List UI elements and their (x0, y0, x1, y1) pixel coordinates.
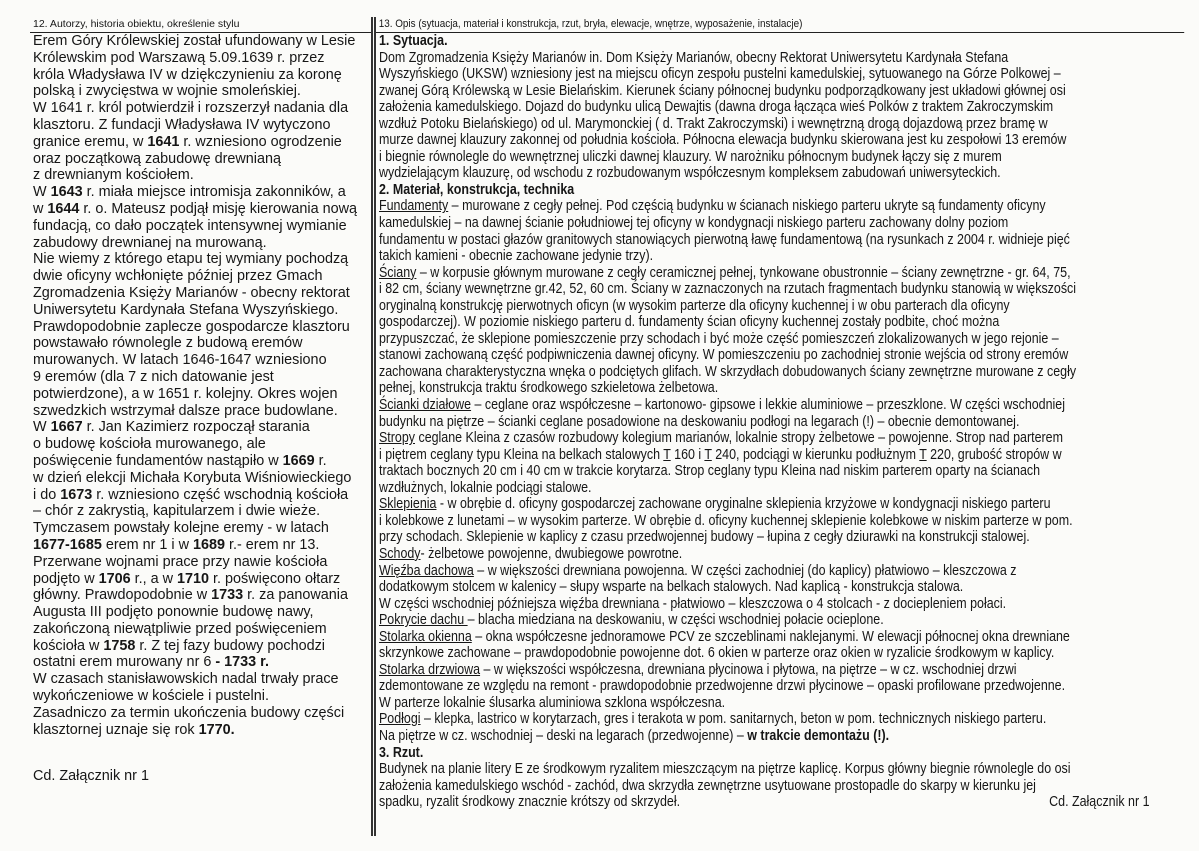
text-segment: r. (314, 452, 327, 469)
text-segment: fundamentu w postaci głazów granitowych stanowiących pierwotną ławę fundamentową (na rysunkach z 2004 r. widnieje pięć (379, 230, 1070, 248)
text-line (379, 629, 1182, 646)
text-line (379, 430, 1182, 447)
text-line (33, 487, 371, 504)
text-line (379, 116, 1182, 133)
text-segment: traktach bocznych 20 cm i 40 cm w trakcie korytarza. Strop ceglany typu Kleina nad niskim parterem oparty na ścianach (379, 462, 1041, 480)
text-segment: Zgromadzenia Księży Marianów - obecny rektorat (33, 284, 350, 301)
text-segment: powstawało równolegle z budową eremów (33, 335, 303, 352)
text-segment: r. o. Mateusz podjął misję kierowania nową (79, 200, 357, 217)
text-line (379, 397, 1182, 414)
text-line (33, 705, 371, 722)
subheading-label: Stolarka drzwiowa (379, 660, 481, 678)
text-segment: – murowane z cegły pełnej. Pod częścią budynku w ścianach niskiego parteru ukryte są fundamenty oficyny (448, 197, 1046, 215)
text-segment: wzdłużnych, lokalnie podciągi stalowe. (379, 478, 592, 496)
text-line (379, 662, 1182, 679)
text-line (33, 33, 371, 50)
text-segment: – w większości współczesna, drewniana płycinowa i płytowa, na piętrze – w cz. wschodniej drzwi (480, 660, 1017, 678)
text-segment: główny. Prawdopodobnie w (33, 587, 212, 604)
text-segment: Erem Góry Królewskiej został ufundowany w Lesie (33, 33, 356, 49)
text-segment: dodatkowym stolcem w kalenicy – słupy wsparte na belkach stalowych. Nad kaplicą - konstrukcja stalowa. (379, 578, 964, 596)
bold-text: 1710 (177, 570, 210, 587)
continuation-note: Cd. Załącznik nr 1 (33, 768, 149, 785)
text-segment: W części wschodniej późniejsza więźba drewniana - płatwiowo – kleszczowa o 4 stolcach - z dociepleniem połaci. (379, 594, 1007, 612)
text-segment: – okna współczesne jednoramowe PCV ze szczeblinami naklejanymi. W elewacji północnej okna drewniane (471, 627, 1070, 645)
text-line (33, 571, 371, 588)
text-segment: kamedulskiej – na dawnej ścianie południowej tej oficyny w kondygnacji niskiego parteru zachowany dolny poziom (379, 214, 1009, 232)
text-segment: Uniwersytetu Kardynała Stefana Wyszyńskiego. (33, 301, 339, 318)
text-line (379, 165, 1182, 182)
text-line (379, 546, 1182, 563)
text-segment: wzdłuż Potoku Bielańskiego) od ul. Marymonckiej ( d. Trakt Zakroczymski) i wewnętrzną drogą dojazdową przez bramę w (379, 114, 1048, 132)
text-segment: – chór z zakrystią, kapitularzem i dwie wieże. (33, 503, 321, 520)
text-segment: 240, podciągi w kierunku podłużnym (711, 445, 920, 463)
text-line (33, 520, 371, 537)
text-line (33, 604, 371, 621)
subheading-label: Fundamenty (379, 197, 449, 215)
text-segment: murze dawnej klauzury zakonnej od południa kościoła. Północna elewacja budynku skierowana jest ku zespołowi 13 eremów (379, 131, 1067, 149)
text-line (33, 386, 371, 403)
text-line (33, 621, 371, 638)
subheading-label: Więźba dachowa (379, 561, 474, 579)
last-line (379, 794, 1182, 811)
text-segment: Prawdopodobnie zaplecze gospodarcze klasztoru (33, 318, 350, 335)
text-segment: budynku na piętrze – ścianki ceglane posadowione na deskowaniu podłogi na legarach (!) – obecnie demontowanej. (379, 412, 1020, 430)
text-line (379, 149, 1182, 166)
bold-text: 1706 (98, 570, 131, 587)
text-segment: o budowę kościoła murowanego, ale (33, 436, 266, 453)
text-line (379, 678, 1182, 695)
description-text (376, 33, 1182, 794)
bold-text: 2. Materiał, konstrukcja, technika (379, 180, 575, 198)
text-segment: dwie oficyny wchłonięte później przez Gmach (33, 268, 323, 285)
text-segment: wykończeniowe w kościele i pustelni. (33, 688, 269, 705)
text-line (33, 654, 371, 671)
text-line (379, 728, 1182, 745)
text-line (33, 419, 371, 436)
text-line (33, 554, 371, 571)
text-line (379, 513, 1182, 530)
text-segment: r. za panowania (243, 587, 348, 604)
text-line (379, 380, 1182, 397)
text-segment: poświęcenie fundamentów nastąpiło w (33, 452, 283, 469)
text-line (33, 671, 371, 688)
text-line (33, 251, 371, 268)
text-line (379, 596, 1182, 613)
text-segment: r. wzniesiono część wschodnią kościoła (92, 486, 349, 503)
text-segment: r. wzniesiono ogrodzenie (179, 133, 342, 150)
text-line (379, 645, 1182, 662)
text-segment: W 1641 r. król potwierdził i rozszerzył nadania dla (33, 100, 349, 117)
section-12-header: 12. Autorzy, historia obiektu, określenie stylu (30, 17, 371, 33)
text-segment: zdemontowane ze względu na remont - prawdopodobnie przedwojenne drzwi płycinowe – opaski profilowane przedwojenne. (379, 677, 1066, 695)
subheading-label: Stropy (379, 429, 416, 447)
text-segment: Przerwane wojnami prace przy nawie kościoła (33, 553, 328, 570)
text-line (33, 403, 371, 420)
text-line (379, 331, 1182, 348)
text-line (33, 453, 371, 470)
text-line (379, 496, 1182, 513)
text-segment: – w korpusie głównym murowane z cegły ceramicznej pełnej, tynkowane obustronnie – ściany zewnętrzne - gr. 64, 75, (416, 263, 1071, 281)
text-line (33, 436, 371, 453)
text-segment: Dom Zgromadzenia Księży Marianów in. Dom Księży Marianów, obecny Rektorat Uniwersytetu Kardynała Stefana (379, 48, 1009, 66)
text-line (379, 33, 1182, 50)
text-segment: r. poświęcono ołtarz (209, 570, 341, 587)
text-segment: zwanej Górą Królewską w Lesie Bielańskim. Kierunek ściany północnej budynku podporządkowany jest układowi głównej osi (379, 81, 1066, 99)
text-line (33, 167, 371, 184)
text-line (379, 364, 1182, 381)
text-line (379, 182, 1182, 199)
text-line (33, 235, 371, 252)
bold-text: w trakcie demontażu (!). (747, 726, 890, 744)
bold-text: 1669 (282, 452, 315, 469)
text-line (379, 298, 1182, 315)
text-segment: przypuszczać, że sklepione pomieszczenie przy schodach i być może część pomieszczeń zlokalizowanych w jego rejonie – (379, 329, 1059, 347)
text-segment: zabudowy drewnianej na murowaną. (33, 234, 267, 251)
bold-text: 1. Sytuacja. (379, 32, 448, 49)
text-line (379, 232, 1182, 249)
subheading-label: Stolarka okienna (379, 627, 472, 645)
text-segment: i 82 cm, ściany wewnętrzne gr.42, 52, 60 cm. Ściany w zaznaczonych na rzutach fragmentach budynku stanowią w większości (379, 280, 1077, 298)
text-segment: 160 i (670, 445, 705, 463)
text-segment: Na piętrze w cz. wschodniej – deski na legarach (przedwojenne) – (379, 726, 748, 744)
bold-text: 1770. (198, 721, 235, 738)
text-segment: W (33, 419, 51, 436)
subheading-label: T (663, 445, 671, 463)
text-line (379, 215, 1182, 232)
bold-text: 1689 (193, 536, 226, 553)
bold-text: 1673 (60, 486, 93, 503)
subheading-label: Pokrycie dachu (379, 611, 468, 629)
bold-text: 1644 (47, 200, 80, 217)
text-line (379, 463, 1182, 480)
text-segment: granice eremu, w (33, 133, 148, 150)
text-segment: polską i zwycięstwa w wojnie smoleńskiej. (33, 83, 301, 100)
text-segment: r. Jan Kazimierz rozpoczął starania (82, 419, 310, 436)
text-segment: W (33, 184, 51, 201)
text-line (379, 50, 1182, 67)
text-segment: Królewskim pod Warszawą 5.09.1639 r. przez (33, 49, 325, 66)
text-segment: W czasach stanisławowskich nadal trwały prace (33, 671, 339, 688)
text-line (33, 638, 371, 655)
text-segment: klasztoru. Z fundacji Władysława IV wytyczono (33, 116, 331, 133)
text-line (379, 281, 1182, 298)
text-segment: kościoła w (33, 637, 104, 654)
text-segment: 220, grubość stropów w (926, 445, 1062, 463)
text-segment: zachowana charakterystyczna wnęka o podciętych glifach. W skrzydłach dobudowanych ściany zewnętrzne murowane z cegły (379, 362, 1077, 380)
text-segment: Zasadniczo za termin ukończenia budowy części (33, 704, 345, 721)
text-segment: króla Władysława IV w dziękczynieniu za koronę (33, 66, 342, 83)
subheading-label: Schody (379, 544, 421, 562)
text-segment: zakończoną niewątpliwie przed poświęceniem (33, 620, 327, 637)
text-line (33, 151, 371, 168)
subheading-label: Sklepienia (379, 495, 437, 513)
text-line (379, 612, 1182, 629)
text-segment: w dzień elekcji Michała Korybuta Wiśniowieckiego (33, 469, 352, 486)
text-segment: założenia kamedulskiego wschód - zachód, dwa skrzydła zewnętrzne usytuowane prostopadle do skarpy w kierunku jej (379, 776, 1036, 794)
text-segment: W parterze lokalnie ślusarka aluminiowa szklona współczesna. (379, 693, 726, 711)
text-line (33, 470, 371, 487)
bold-text: 1643 (50, 184, 83, 201)
text-segment: fundacją, co dało początek intensywnej wymianie (33, 217, 347, 234)
text-line (379, 265, 1182, 282)
text-segment: skrzynkowe zachowane – prawdopodobnie powojenne dot. 6 okien w parterze oraz okien w ryzalicie środkowym w kaplicy. (379, 644, 1055, 662)
text-segment: i do (33, 486, 61, 503)
text-line (379, 695, 1182, 712)
text-line (379, 745, 1182, 762)
history-text (30, 33, 371, 738)
text-segment: i piętrem ceglany typu Kleina na belkach stalowych (379, 445, 664, 463)
bold-text: 1641 (147, 133, 180, 150)
bold-text: 3. Rzut. (379, 743, 424, 761)
text-line (33, 352, 371, 369)
text-segment: oryginalną konstrukcję pierwotnych oficyn (w wysokim parterze dla oficyny kuchennej i w obu parterach dla oficyny (379, 296, 1010, 314)
bold-text: 1758 (103, 637, 136, 654)
text-segment: Augusta III podjęto ponownie budowę nawy, (33, 604, 314, 621)
text-line (33, 201, 371, 218)
subheading-label: Ścianki działowe (379, 396, 472, 414)
text-line (379, 66, 1182, 83)
text-segment: w (33, 200, 48, 217)
text-segment: – klepka, lastrico w korytarzach, gres i terakota w pom. sanitarnych, beton w pom. technicznych niskiego parteru. (420, 710, 1047, 728)
text-line (33, 67, 371, 84)
text-segment: gospodarczej). W poziomie niskiego parteru d. fundamenty ścian oficyny kuchennej zostały podbite, choć można (379, 313, 1000, 331)
text-line (33, 722, 371, 739)
text-line (33, 285, 371, 302)
text-segment: r. miała miejsce intromisja zakonników, a (82, 184, 346, 201)
text-segment: Wyszyńskiego (UKSW) wzniesiony jest na miejscu oficyn zespołu pustelni kamedulskiej, sytuowanego na Górze Polkowej – (379, 65, 1061, 83)
text-line (33, 587, 371, 604)
text-segment: przy schodach. Sklepienie w kaplicy z czasu przedwojennej budowy – łupina z cegły dziurawki na konstrukcji stalowej. (379, 528, 1030, 546)
text-segment: - żelbetowe powojenne, dwubiegowe powrotne. (420, 544, 683, 562)
text-line (379, 761, 1182, 778)
text-segment: i kolebkowe z lunetami – w wysokim parterze. W obrębie d. oficyny kuchennej sklepienie kolebkowe w niskim parterze w pom. (379, 511, 1073, 529)
bold-text: 1677-1685 (33, 536, 102, 553)
bold-text: 1733 (211, 587, 244, 604)
text-line (379, 529, 1182, 546)
bold-text: 1667 (50, 419, 83, 436)
text-line (379, 83, 1182, 100)
text-line (33, 268, 371, 285)
subheading-label: T (704, 445, 712, 463)
text-line (33, 537, 371, 554)
text-line (379, 447, 1182, 464)
text-segment: założenia kamedulskiego. Dojazd do budynku ulicą Dewajtis (dawna droga łącząca wieś Polków z traktem Zakroczymskim (379, 98, 1054, 116)
text-segment: - w obrębie d. oficyny gospodarczej zachowane oryginalne sklepienia krzyżowe w kondygnacji niskiego parteru (436, 495, 1051, 513)
continuation-note: Cd. Załącznik nr 1 (1049, 793, 1150, 811)
text-line (33, 302, 371, 319)
text-segment: szwedzkich wstrzymał dalsze prace budowlane. (33, 402, 338, 419)
text-segment: 9 eremów (dla 7 z nich datowanie jest (33, 368, 274, 385)
text-line (33, 319, 371, 336)
text-line (33, 83, 371, 100)
last-line-text: spadku, ryzalit środkowy znacznie krótszy od skrzydeł. (379, 793, 681, 811)
text-segment: klasztornej uznaje się rok (33, 721, 199, 738)
text-segment: erem nr 1 i w (101, 536, 193, 553)
text-segment: r. Z tej fazy budowy pochodzi (135, 637, 325, 654)
text-segment: ostatni erem murowany nr 6 (33, 654, 216, 671)
text-segment: wydzielającym klauzurę, od wschodu z rozbudowanym współczesnym kompleksem zabudowań uniwersyteckich. (379, 164, 1001, 182)
text-line (379, 778, 1182, 795)
text-line (33, 218, 371, 235)
text-segment: i biegnie równolegle do wewnętrznej uliczki dawnej klauzury. W narożniku północnym budynek łączy się z murem (379, 147, 1002, 165)
text-segment: ceglane Kleina z czasów rozbudowy kolegium marianów, lokalnie stropy żelbetowe – powojenne. Strop nad parterem (415, 429, 1063, 447)
text-segment: Budynek na planie litery E ze środkowym ryzalitem mieszczącym na piętrze kaplicę. Korpus główny biegnie równolegle do osi (379, 760, 1071, 778)
text-segment: Nie wiemy z którego etapu tej wymiany pochodzą (33, 251, 349, 268)
text-line (33, 134, 371, 151)
text-line (379, 248, 1182, 265)
text-segment: podjęto w (33, 570, 99, 587)
text-segment: stanowi zachowaną część podpiwniczenia dawnej oficyny. W pomieszczeniu po zachodniej stronie wejścia od strony eremów (379, 346, 1069, 364)
text-line (379, 347, 1182, 364)
subheading-label: T (919, 445, 927, 463)
text-line (379, 563, 1182, 580)
text-line (379, 711, 1182, 728)
text-line (33, 50, 371, 67)
text-line (33, 503, 371, 520)
description-section (374, 17, 1182, 836)
text-line (33, 688, 371, 705)
text-segment: Tymczasem powstały kolejne eremy - w latach (33, 520, 329, 537)
text-line (379, 314, 1182, 331)
text-line (33, 117, 371, 134)
text-segment: pełnej, konstrukcja traktu środkowego szkieletowa żelbetowa. (379, 379, 719, 397)
text-line (33, 100, 371, 117)
text-line (379, 579, 1182, 596)
text-line (33, 369, 371, 386)
text-segment: murowanych. W latach 1646-1647 wzniesiono (33, 352, 327, 369)
subheading-label: Ściany (379, 263, 417, 281)
text-segment: – ceglane oraz współczesne – kartonowo- gipsowe i lekkie aluminiowe – przeszklone. W części wschodniej (471, 396, 1065, 414)
text-line (33, 184, 371, 201)
text-line (379, 132, 1182, 149)
text-segment: potwierdzone), a w 1651 r. kolejny. Okres wojen (33, 385, 338, 402)
text-segment: – blacha miedziana na deskowaniu, w części wschodniej połacie ocieplone. (467, 611, 884, 629)
text-line (379, 198, 1182, 215)
text-segment: – w większości drewniana powojenna. W części zachodniej (do kaplicy) płatwiowo – kleszczowa z (473, 561, 1017, 579)
text-segment: r., a w (130, 570, 178, 587)
text-line (379, 480, 1182, 497)
text-line (379, 99, 1182, 116)
text-segment: takich kamieni - obecnie zachowane jedynie trzy). (379, 247, 654, 265)
text-line (33, 335, 371, 352)
section-13-header: 13. Opis (sytuacja, materiał i konstrukcja, rzut, bryła, elewacje, wnętrze, wyposażenie, instalacje) (376, 17, 1184, 33)
text-segment: oraz początkową zabudowę drewnianą (33, 150, 281, 167)
history-section (30, 17, 373, 836)
bold-text: - 1733 r. (215, 654, 269, 671)
text-segment: r.- erem nr 13. (225, 536, 320, 553)
subheading-label: Podłogi (379, 710, 421, 728)
text-line (379, 414, 1182, 431)
text-segment: z drewnianym kościołem. (33, 167, 194, 184)
